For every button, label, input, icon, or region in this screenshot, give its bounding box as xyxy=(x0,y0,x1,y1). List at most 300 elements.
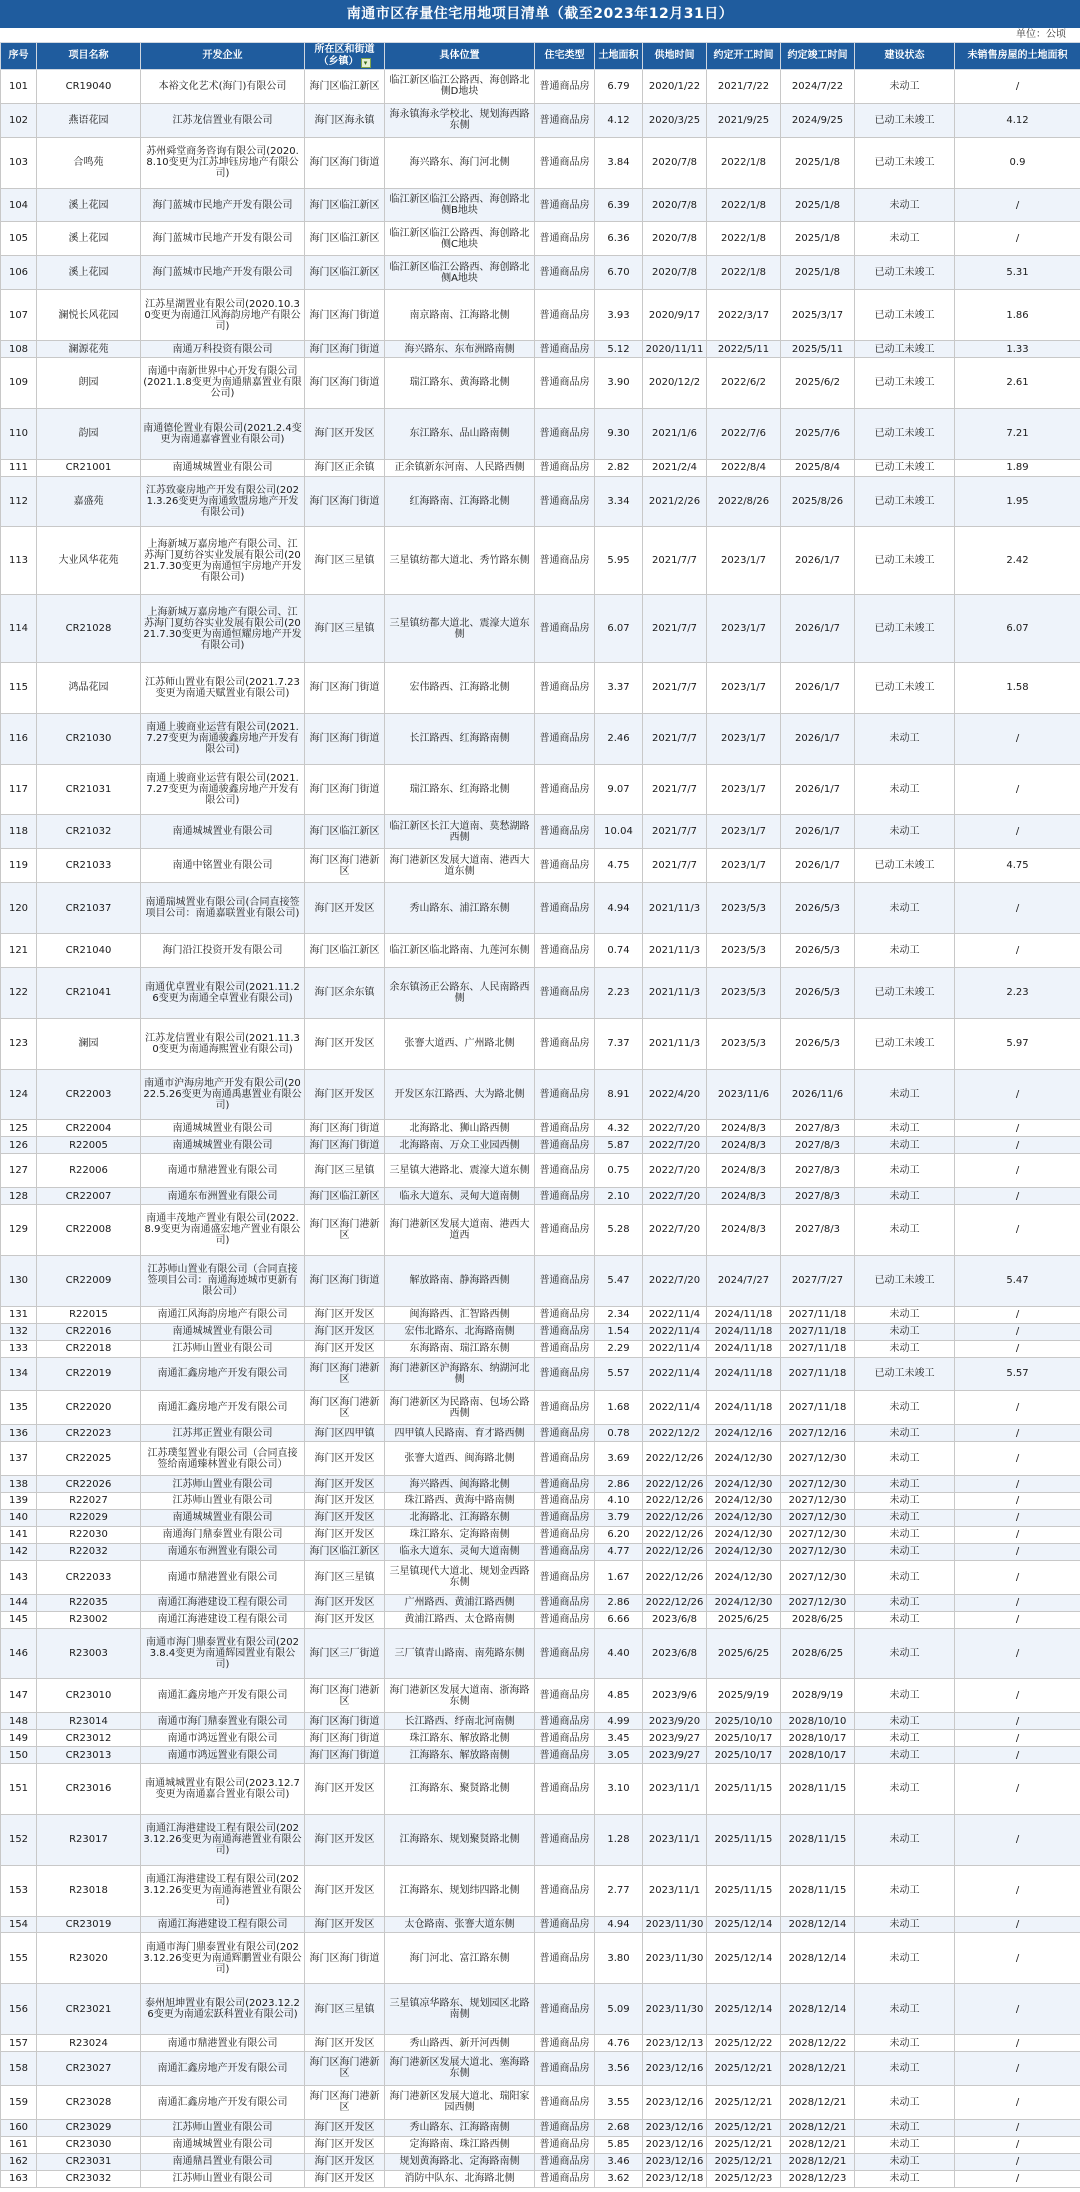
table-row[interactable] xyxy=(1,1814,1080,1865)
column-header[interactable] xyxy=(643,43,707,70)
cell-no: 141 xyxy=(1,1526,37,1543)
cell-unsold: 5.97 xyxy=(955,1018,1080,1069)
cell-name: R22035 xyxy=(37,1594,141,1611)
table-row[interactable] xyxy=(1,1933,1080,1984)
cell-supply: 2022/11/4 xyxy=(643,1306,707,1323)
cell-area: 海门区开发区 xyxy=(305,408,385,459)
table-row[interactable] xyxy=(1,1509,1080,1526)
cell-type: 普通商品房 xyxy=(535,2085,595,2119)
cell-land: 10.04 xyxy=(595,815,643,849)
cell-name: CR22004 xyxy=(37,1120,141,1137)
table-row[interactable] xyxy=(1,1493,1080,1510)
cell-dev: 江苏龙信置业有限公司(2021.11.30变更为南通海熙置业有限公司) xyxy=(141,1018,305,1069)
cell-type: 普通商品房 xyxy=(535,2035,595,2052)
cell-no: 142 xyxy=(1,1543,37,1560)
cell-loc: 正余镇新东河南、人民路西侧 xyxy=(385,459,535,476)
cell-unsold: 1.95 xyxy=(955,476,1080,527)
table-row[interactable] xyxy=(1,290,1080,341)
table-row[interactable] xyxy=(1,103,1080,137)
cell-status: 未动工 xyxy=(855,933,955,967)
unit-label: 单位：公顷 xyxy=(1016,29,1066,40)
table-row[interactable] xyxy=(1,1730,1080,1747)
cell-end: 2028/9/19 xyxy=(781,1679,855,1713)
table-row[interactable] xyxy=(1,1137,1080,1154)
cell-no: 112 xyxy=(1,476,37,527)
cell-start: 2024/11/18 xyxy=(707,1323,781,1340)
table-row[interactable] xyxy=(1,1154,1080,1188)
cell-area: 海门区开发区 xyxy=(305,1493,385,1510)
cell-start: 2024/12/30 xyxy=(707,1526,781,1543)
cell-status: 已动工未竣工 xyxy=(855,103,955,137)
table-row[interactable] xyxy=(1,1594,1080,1611)
cell-status: 未动工 xyxy=(855,1154,955,1188)
cell-start: 2024/8/3 xyxy=(707,1188,781,1205)
cell-dev: 江苏璞玺置业有限公司（合同直接签给南通臻林置业有限公司） xyxy=(141,1442,305,1476)
cell-end: 2028/6/25 xyxy=(781,1611,855,1628)
cell-land: 4.76 xyxy=(595,2035,643,2052)
cell-status: 未动工 xyxy=(855,222,955,256)
cell-no: 114 xyxy=(1,595,37,663)
table-row[interactable] xyxy=(1,2052,1080,2086)
cell-loc: 规划黄海路北、定海路南侧 xyxy=(385,2153,535,2170)
column-header[interactable] xyxy=(141,43,305,70)
cell-unsold: / xyxy=(955,1560,1080,1594)
cell-end: 2027/11/18 xyxy=(781,1357,855,1391)
cell-loc: 三星镇现代大道北、规划金西路东侧 xyxy=(385,1560,535,1594)
column-header[interactable] xyxy=(37,43,141,70)
cell-dev: 南通瑞城置业有限公司(合同直接签项目公司：南通嘉联置业有限公司) xyxy=(141,883,305,934)
table-row[interactable] xyxy=(1,1713,1080,1730)
cell-unsold: / xyxy=(955,1120,1080,1137)
cell-loc: 海兴路西、闽海路北侧 xyxy=(385,1476,535,1493)
cell-area: 海门区海门街道 xyxy=(305,1713,385,1730)
table-row[interactable] xyxy=(1,1323,1080,1340)
cell-end: 2027/12/30 xyxy=(781,1476,855,1493)
table-row[interactable] xyxy=(1,1628,1080,1679)
cell-loc: 海门港新区发展大道北、瑞阳家园西侧 xyxy=(385,2085,535,2119)
cell-unsold: / xyxy=(955,1764,1080,1815)
cell-unsold: / xyxy=(955,2153,1080,2170)
cell-status: 未动工 xyxy=(855,1526,955,1543)
table-row[interactable] xyxy=(1,1018,1080,1069)
cell-dev: 南通市鸿远置业有限公司 xyxy=(141,1747,305,1764)
cell-type: 普通商品房 xyxy=(535,1594,595,1611)
column-header[interactable] xyxy=(305,43,385,70)
cell-start: 2023/1/7 xyxy=(707,662,781,713)
table-row[interactable] xyxy=(1,1526,1080,1543)
cell-supply: 2021/7/7 xyxy=(643,713,707,764)
cell-type: 普通商品房 xyxy=(535,595,595,663)
table-row[interactable] xyxy=(1,1916,1080,1933)
cell-dev: 苏州舜堂商务咨询有限公司(2020.8.10变更为江苏坤钰房地产有限公司) xyxy=(141,137,305,188)
cell-type: 普通商品房 xyxy=(535,1509,595,1526)
cell-dev: 江苏星湖置业有限公司(2020.10.30变更为南通江风海韵房地产有限公司) xyxy=(141,290,305,341)
column-header[interactable] xyxy=(955,43,1080,70)
cell-land: 5.09 xyxy=(595,1984,643,2035)
table-row[interactable] xyxy=(1,1560,1080,1594)
cell-status: 未动工 xyxy=(855,1713,955,1730)
table-row[interactable] xyxy=(1,1306,1080,1323)
cell-supply: 2021/11/3 xyxy=(643,933,707,967)
table-row[interactable] xyxy=(1,70,1080,104)
column-header-label: 具体位置 xyxy=(439,50,480,61)
table-row[interactable] xyxy=(1,1442,1080,1476)
cell-supply: 2023/11/1 xyxy=(643,1865,707,1916)
cell-dev: 江苏师山置业有限公司 xyxy=(141,2170,305,2187)
cell-supply: 2023/11/30 xyxy=(643,1984,707,2035)
table-row[interactable] xyxy=(1,256,1080,290)
cell-start: 2022/8/4 xyxy=(707,459,781,476)
cell-area: 海门区临江新区 xyxy=(305,188,385,222)
cell-name: CR22019 xyxy=(37,1357,141,1391)
cell-end: 2025/1/8 xyxy=(781,137,855,188)
table-row[interactable] xyxy=(1,2170,1080,2187)
cell-land: 3.34 xyxy=(595,476,643,527)
cell-end: 2027/12/30 xyxy=(781,1442,855,1476)
table-row[interactable] xyxy=(1,1543,1080,1560)
cell-name: 溪上花园 xyxy=(37,222,141,256)
cell-supply: 2022/7/20 xyxy=(643,1137,707,1154)
cell-name: CR22018 xyxy=(37,1340,141,1357)
cell-loc: 临江新区临江公路西、海创路北侧C地块 xyxy=(385,222,535,256)
cell-end: 2027/12/30 xyxy=(781,1509,855,1526)
cell-unsold: / xyxy=(955,2136,1080,2153)
cell-no: 150 xyxy=(1,1747,37,1764)
table-row[interactable] xyxy=(1,2035,1080,2052)
table-row[interactable] xyxy=(1,713,1080,764)
cell-area: 海门区海门街道 xyxy=(305,1730,385,1747)
cell-loc: 东海路南、瑞江路东侧 xyxy=(385,1340,535,1357)
table-row[interactable] xyxy=(1,2136,1080,2153)
cell-name: CR22020 xyxy=(37,1391,141,1425)
table-row[interactable] xyxy=(1,1476,1080,1493)
table-row[interactable] xyxy=(1,188,1080,222)
cell-area: 海门区开发区 xyxy=(305,883,385,934)
table-row[interactable] xyxy=(1,595,1080,663)
cell-loc: 黄浦江路西、太仓路南侧 xyxy=(385,1611,535,1628)
table-row[interactable] xyxy=(1,2119,1080,2136)
cell-status: 未动工 xyxy=(855,1425,955,1442)
table-row[interactable] xyxy=(1,408,1080,459)
cell-end: 2026/5/3 xyxy=(781,933,855,967)
cell-type: 普通商品房 xyxy=(535,2153,595,2170)
cell-end: 2028/12/14 xyxy=(781,1916,855,1933)
cell-supply: 2023/11/30 xyxy=(643,1933,707,1984)
cell-land: 5.47 xyxy=(595,1255,643,1306)
table-row[interactable] xyxy=(1,1188,1080,1205)
table-row[interactable] xyxy=(1,137,1080,188)
cell-end: 2026/1/7 xyxy=(781,764,855,815)
cell-status: 未动工 xyxy=(855,2052,955,2086)
cell-area: 海门区余东镇 xyxy=(305,967,385,1018)
table-row[interactable] xyxy=(1,1425,1080,1442)
cell-status: 未动工 xyxy=(855,2153,955,2170)
cell-area: 海门区临江新区 xyxy=(305,256,385,290)
cell-start: 2025/12/21 xyxy=(707,2085,781,2119)
column-header[interactable] xyxy=(535,43,595,70)
cell-area: 海门区海门街道 xyxy=(305,1933,385,1984)
cell-status: 已动工未竣工 xyxy=(855,341,955,358)
table-row[interactable] xyxy=(1,527,1080,595)
cell-status: 未动工 xyxy=(855,70,955,104)
cell-loc: 海门港新区发展大道南、港西大道西 xyxy=(385,1205,535,1256)
cell-supply: 2023/9/27 xyxy=(643,1730,707,1747)
cell-supply: 2023/12/16 xyxy=(643,2085,707,2119)
table-row[interactable] xyxy=(1,1984,1080,2035)
table-row[interactable] xyxy=(1,883,1080,934)
cell-dev: 江苏师山置业有限公司 xyxy=(141,2119,305,2136)
cell-dev: 南通城城置业有限公司 xyxy=(141,815,305,849)
cell-supply: 2023/12/16 xyxy=(643,2052,707,2086)
cell-loc: 临江新区长江大道南、莫愁湖路西侧 xyxy=(385,815,535,849)
cell-type: 普通商品房 xyxy=(535,1442,595,1476)
cell-land: 3.84 xyxy=(595,137,643,188)
cell-area: 海门区开发区 xyxy=(305,2153,385,2170)
cell-dev: 南通城城置业有限公司 xyxy=(141,459,305,476)
cell-type: 普通商品房 xyxy=(535,256,595,290)
cell-status: 已动工未竣工 xyxy=(855,595,955,663)
cell-end: 2027/11/18 xyxy=(781,1391,855,1425)
cell-type: 普通商品房 xyxy=(535,1543,595,1560)
cell-unsold: / xyxy=(955,815,1080,849)
cell-type: 普通商品房 xyxy=(535,1679,595,1713)
table-row[interactable] xyxy=(1,1120,1080,1137)
cell-dev: 南通中南新世界中心开发有限公司(2021.1.8变更为南通鼎嘉置业有限公司) xyxy=(141,357,305,408)
cell-type: 普通商品房 xyxy=(535,1069,595,1120)
cell-no: 102 xyxy=(1,103,37,137)
cell-area: 海门区三星镇 xyxy=(305,1984,385,2035)
cell-name: CR22033 xyxy=(37,1560,141,1594)
cell-start: 2025/9/19 xyxy=(707,1679,781,1713)
cell-loc: 三星镇凉华路东、规划园区北路南侧 xyxy=(385,1984,535,2035)
cell-area: 海门区海门街道 xyxy=(305,764,385,815)
cell-land: 5.95 xyxy=(595,527,643,595)
table-row[interactable] xyxy=(1,1340,1080,1357)
cell-no: 129 xyxy=(1,1205,37,1256)
cell-supply: 2023/11/1 xyxy=(643,1814,707,1865)
table-row[interactable] xyxy=(1,341,1080,358)
cell-supply: 2020/7/8 xyxy=(643,256,707,290)
table-row[interactable] xyxy=(1,2153,1080,2170)
column-header[interactable] xyxy=(707,43,781,70)
cell-name: R23020 xyxy=(37,1933,141,1984)
cell-area: 海门区开发区 xyxy=(305,1442,385,1476)
cell-loc: 北海路北、江海路东侧 xyxy=(385,1509,535,1526)
cell-supply: 2023/11/1 xyxy=(643,1764,707,1815)
table-row[interactable] xyxy=(1,1611,1080,1628)
cell-supply: 2021/7/7 xyxy=(643,815,707,849)
cell-start: 2023/5/3 xyxy=(707,967,781,1018)
cell-start: 2024/8/3 xyxy=(707,1137,781,1154)
cell-unsold: / xyxy=(955,1069,1080,1120)
cell-unsold: / xyxy=(955,1747,1080,1764)
cell-supply: 2021/11/3 xyxy=(643,1018,707,1069)
page-title: 南通市区存量住宅用地项目清单（截至2023年12月31日） xyxy=(0,0,1080,28)
column-header[interactable] xyxy=(595,43,643,70)
cell-name: CR23013 xyxy=(37,1747,141,1764)
cell-loc: 三星镇纺都大道北、秀竹路东侧 xyxy=(385,527,535,595)
cell-unsold: / xyxy=(955,1594,1080,1611)
cell-no: 157 xyxy=(1,2035,37,2052)
column-header[interactable] xyxy=(781,43,855,70)
cell-supply: 2023/12/16 xyxy=(643,2153,707,2170)
cell-name: CR23010 xyxy=(37,1679,141,1713)
cell-supply: 2023/11/30 xyxy=(643,1916,707,1933)
cell-status: 未动工 xyxy=(855,815,955,849)
table-row[interactable] xyxy=(1,1069,1080,1120)
cell-supply: 2022/12/26 xyxy=(643,1493,707,1510)
cell-no: 103 xyxy=(1,137,37,188)
column-header[interactable] xyxy=(855,43,955,70)
cell-start: 2024/11/18 xyxy=(707,1357,781,1391)
cell-name: CR23021 xyxy=(37,1984,141,2035)
table-row[interactable] xyxy=(1,1865,1080,1916)
cell-dev: 江苏致豪房地产开发有限公司(2021.3.26变更为南通致盟房地产开发有限公司) xyxy=(141,476,305,527)
cell-land: 7.37 xyxy=(595,1018,643,1069)
cell-supply: 2022/12/26 xyxy=(643,1442,707,1476)
cell-name: R22032 xyxy=(37,1543,141,1560)
cell-end: 2027/11/18 xyxy=(781,1306,855,1323)
cell-area: 海门区开发区 xyxy=(305,1509,385,1526)
cell-name: 溪上花园 xyxy=(37,188,141,222)
table-row[interactable] xyxy=(1,1391,1080,1425)
cell-land: 5.85 xyxy=(595,2136,643,2153)
table-row[interactable] xyxy=(1,933,1080,967)
cell-area: 海门区海门街道 xyxy=(305,290,385,341)
cell-supply: 2022/7/20 xyxy=(643,1154,707,1188)
cell-dev: 上海新城万嘉房地产有限公司、江苏海门夏纺谷实业发展有限公司(2021.7.30变更为南通恒宇房地产开发有限公司) xyxy=(141,527,305,595)
column-header-label: 供地时间 xyxy=(654,50,695,61)
table-row[interactable] xyxy=(1,476,1080,527)
cell-loc: 海兴路东、海门河北侧 xyxy=(385,137,535,188)
table-row[interactable] xyxy=(1,967,1080,1018)
cell-end: 2026/1/7 xyxy=(781,849,855,883)
cell-loc: 江海路东、解放路南侧 xyxy=(385,1747,535,1764)
table-row[interactable] xyxy=(1,1255,1080,1306)
cell-name: CR23027 xyxy=(37,2052,141,2086)
cell-land: 3.55 xyxy=(595,2085,643,2119)
cell-area: 海门区开发区 xyxy=(305,1814,385,1865)
cell-area: 海门区开发区 xyxy=(305,1340,385,1357)
cell-loc: 秀山路西、新开河西侧 xyxy=(385,2035,535,2052)
cell-end: 2027/12/30 xyxy=(781,1594,855,1611)
table-row[interactable] xyxy=(1,662,1080,713)
cell-area: 海门区海永镇 xyxy=(305,103,385,137)
cell-loc: 海永镇海永学校北、规划海西路东侧 xyxy=(385,103,535,137)
table-row[interactable] xyxy=(1,222,1080,256)
cell-no: 122 xyxy=(1,967,37,1018)
cell-unsold: / xyxy=(955,1713,1080,1730)
cell-start: 2025/11/15 xyxy=(707,1814,781,1865)
cell-start: 2024/12/30 xyxy=(707,1476,781,1493)
cell-dev: 江苏师山置业有限公司 xyxy=(141,1340,305,1357)
cell-start: 2024/12/30 xyxy=(707,1560,781,1594)
cell-dev: 南通东布洲置业有限公司 xyxy=(141,1543,305,1560)
cell-end: 2028/12/21 xyxy=(781,2119,855,2136)
column-header[interactable] xyxy=(385,43,535,70)
table-row[interactable] xyxy=(1,764,1080,815)
cell-type: 普通商品房 xyxy=(535,1137,595,1154)
column-header-label: 土地面积 xyxy=(598,50,639,61)
table-row[interactable] xyxy=(1,459,1080,476)
cell-name: 合鸣苑 xyxy=(37,137,141,188)
table-row[interactable] xyxy=(1,815,1080,849)
table-row[interactable] xyxy=(1,1357,1080,1391)
cell-land: 4.75 xyxy=(595,849,643,883)
table-row[interactable] xyxy=(1,1747,1080,1764)
table-row[interactable] xyxy=(1,849,1080,883)
cell-unsold: 1.86 xyxy=(955,290,1080,341)
cell-end: 2028/10/17 xyxy=(781,1747,855,1764)
cell-area: 海门区开发区 xyxy=(305,1526,385,1543)
cell-dev: 南通中铭置业有限公司 xyxy=(141,849,305,883)
cell-land: 4.99 xyxy=(595,1713,643,1730)
cell-status: 已动工未竣工 xyxy=(855,357,955,408)
cell-loc: 定海路南、珠江路西侧 xyxy=(385,2136,535,2153)
cell-name: CR23031 xyxy=(37,2153,141,2170)
cell-unsold: / xyxy=(955,1425,1080,1442)
cell-start: 2024/8/3 xyxy=(707,1205,781,1256)
cell-supply: 2020/7/8 xyxy=(643,188,707,222)
cell-area: 海门区临江新区 xyxy=(305,70,385,104)
cell-supply: 2020/1/22 xyxy=(643,70,707,104)
cell-status: 已动工未竣工 xyxy=(855,662,955,713)
cell-status: 已动工未竣工 xyxy=(855,967,955,1018)
cell-name: R23018 xyxy=(37,1865,141,1916)
cell-type: 普通商品房 xyxy=(535,2136,595,2153)
cell-supply: 2023/12/16 xyxy=(643,2136,707,2153)
table-row[interactable] xyxy=(1,2085,1080,2119)
cell-status: 已动工未竣工 xyxy=(855,476,955,527)
cell-type: 普通商品房 xyxy=(535,967,595,1018)
cell-no: 108 xyxy=(1,341,37,358)
cell-type: 普通商品房 xyxy=(535,408,595,459)
cell-unsold: / xyxy=(955,1984,1080,2035)
cell-unsold: / xyxy=(955,1323,1080,1340)
table-row[interactable] xyxy=(1,1679,1080,1713)
cell-status: 未动工 xyxy=(855,1594,955,1611)
column-header-label: 建设状态 xyxy=(884,50,925,61)
table-row[interactable] xyxy=(1,1205,1080,1256)
cell-unsold: 1.33 xyxy=(955,341,1080,358)
cell-start: 2024/8/3 xyxy=(707,1154,781,1188)
cell-land: 4.32 xyxy=(595,1120,643,1137)
cell-no: 101 xyxy=(1,70,37,104)
cell-end: 2028/12/21 xyxy=(781,2085,855,2119)
cell-dev: 南通汇鑫房地产开发有限公司 xyxy=(141,1357,305,1391)
cell-dev: 江苏师山置业有限公司 xyxy=(141,1476,305,1493)
cell-start: 2025/6/25 xyxy=(707,1628,781,1679)
cell-status: 未动工 xyxy=(855,1764,955,1815)
cell-unsold: / xyxy=(955,1933,1080,1984)
cell-loc: 闽海路西、汇智路西侧 xyxy=(385,1306,535,1323)
cell-end: 2028/12/23 xyxy=(781,2170,855,2187)
cell-end: 2028/11/15 xyxy=(781,1865,855,1916)
cell-type: 普通商品房 xyxy=(535,2119,595,2136)
cell-land: 6.20 xyxy=(595,1526,643,1543)
column-header[interactable] xyxy=(1,43,37,70)
table-row[interactable] xyxy=(1,357,1080,408)
table-row[interactable] xyxy=(1,1764,1080,1815)
cell-status: 未动工 xyxy=(855,1340,955,1357)
cell-loc: 海兴路东、东布洲路南侧 xyxy=(385,341,535,358)
cell-name: R22006 xyxy=(37,1154,141,1188)
table-body xyxy=(1,70,1080,2188)
cell-loc: 太仓路南、张謇大道东侧 xyxy=(385,1916,535,1933)
cell-supply: 2021/2/4 xyxy=(643,459,707,476)
filter-dropdown-icon[interactable]: ▾ xyxy=(361,58,371,68)
cell-type: 普通商品房 xyxy=(535,764,595,815)
